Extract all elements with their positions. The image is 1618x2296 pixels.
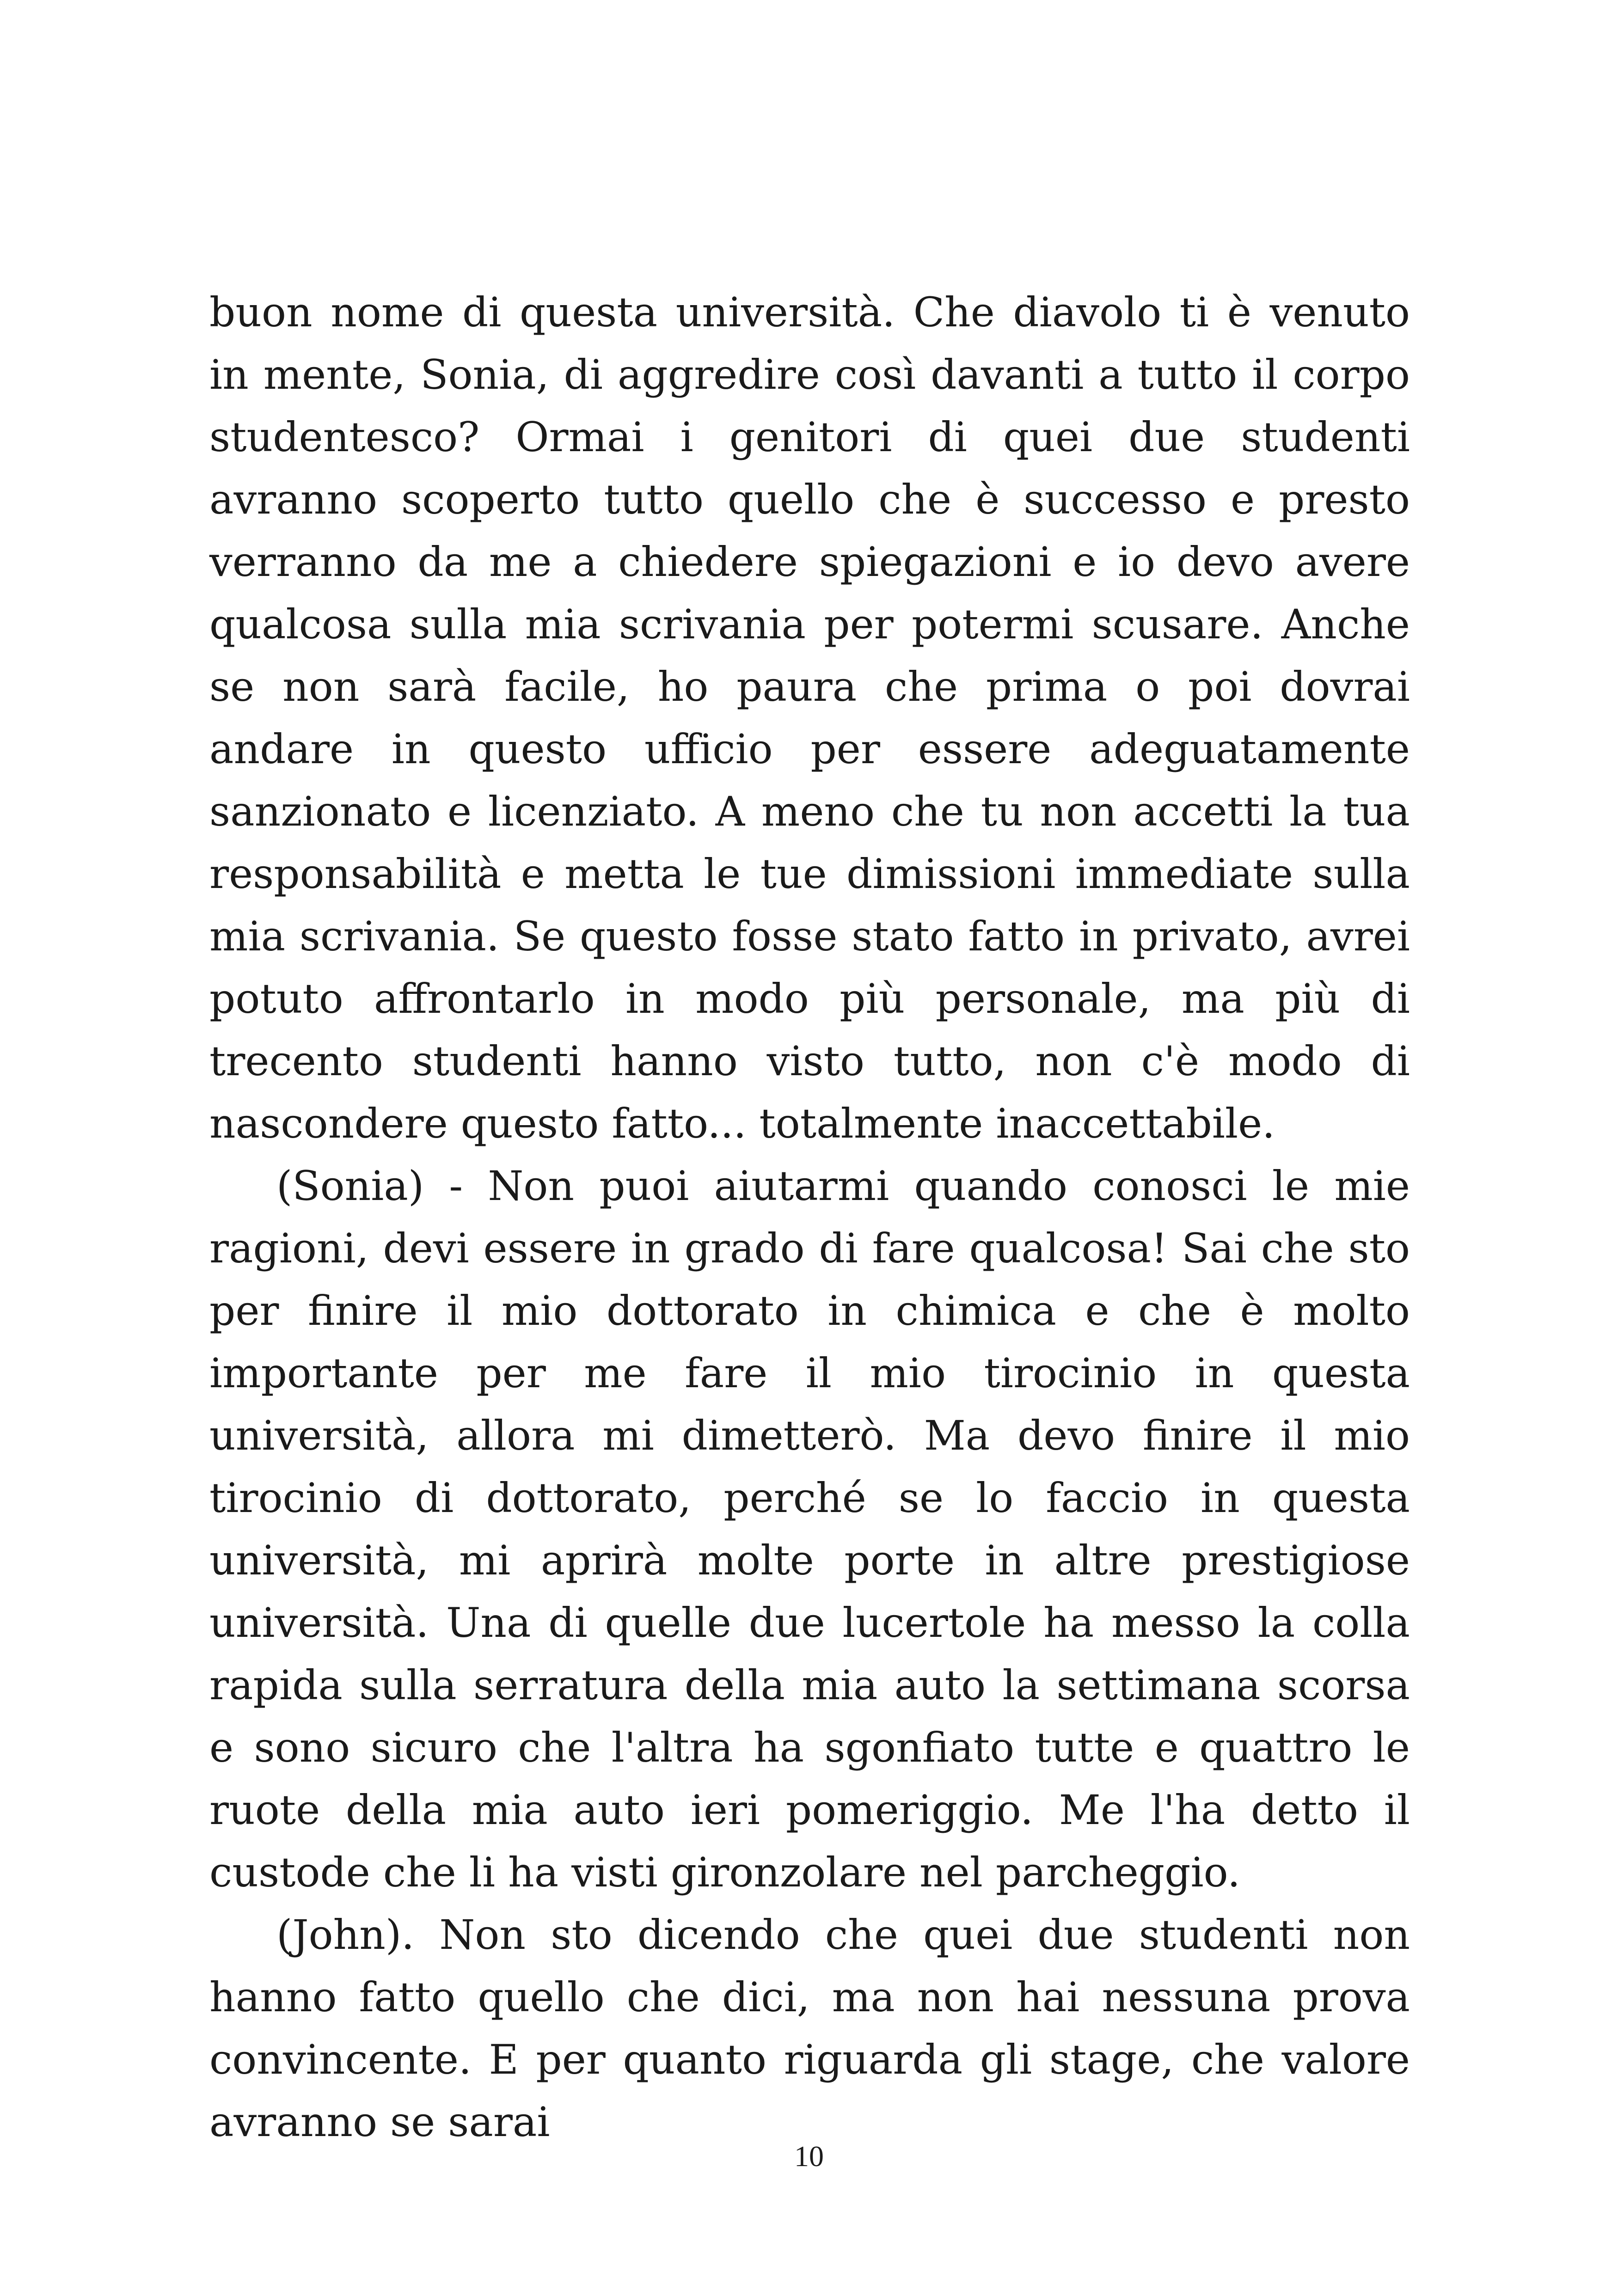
- body-text: [209, 281, 1410, 2153]
- paragraph-continuation: buon nome di questa università. Che diavolo ti è venuto in mente, Sonia, di aggredire così davanti a tutto il corpo studentesco? Ormai i genitori di quei due studenti avranno scoperto tutto quello che è successo e presto verranno da me a chiedere spiegazioni e io devo avere qualcosa sulla mia scrivania per potermi scusare. Anche se non sarà facile, ho paura che prima o poi dovrai andare in questo ufficio per essere adeguatamente sanzionato e licenziato. A meno che tu non accetti la tua responsabilità e metta le tue dimissioni immediate sulla mia scrivania. Se questo fosse stato fatto in privato, avrei potuto affrontarlo in modo più personale, ma più di trecento studenti hanno visto tutto, non c'è modo di nascondere questo fatto... totalmente inaccettabile.: [209, 288, 1410, 1147]
- paragraph-sonia: (Sonia) - Non puoi aiutarmi quando conosci le mie ragioni, devi essere in grado di fare qualcosa! Sai che sto per finire il mio dottorato in chimica e che è molto importante per me fare il mio tirocinio in questa università, allora mi dimetterò. Ma devo finire il mio tirocinio di dottorato, perché se lo faccio in questa università, mi aprirà molte porte in altre prestigiose università. Una di quelle due lucertole ha messo la colla rapida sulla serratura della mia auto la settimana scorsa e sono sicuro che l'altra ha sgonfiato tutte e quattro le ruote della mia auto ieri pomeriggio. Me l'ha detto il custode che li ha visti gironzolare nel parcheggio.: [209, 1162, 1410, 1896]
- page-number: 10: [794, 2140, 824, 2173]
- paragraph-john: (John). Non sto dicendo che quei due studenti non hanno fatto quello che dici, ma non hai nessuna prova convincente. E per quanto riguarda gli stage, che valore avranno se sarai: [209, 1911, 1410, 2146]
